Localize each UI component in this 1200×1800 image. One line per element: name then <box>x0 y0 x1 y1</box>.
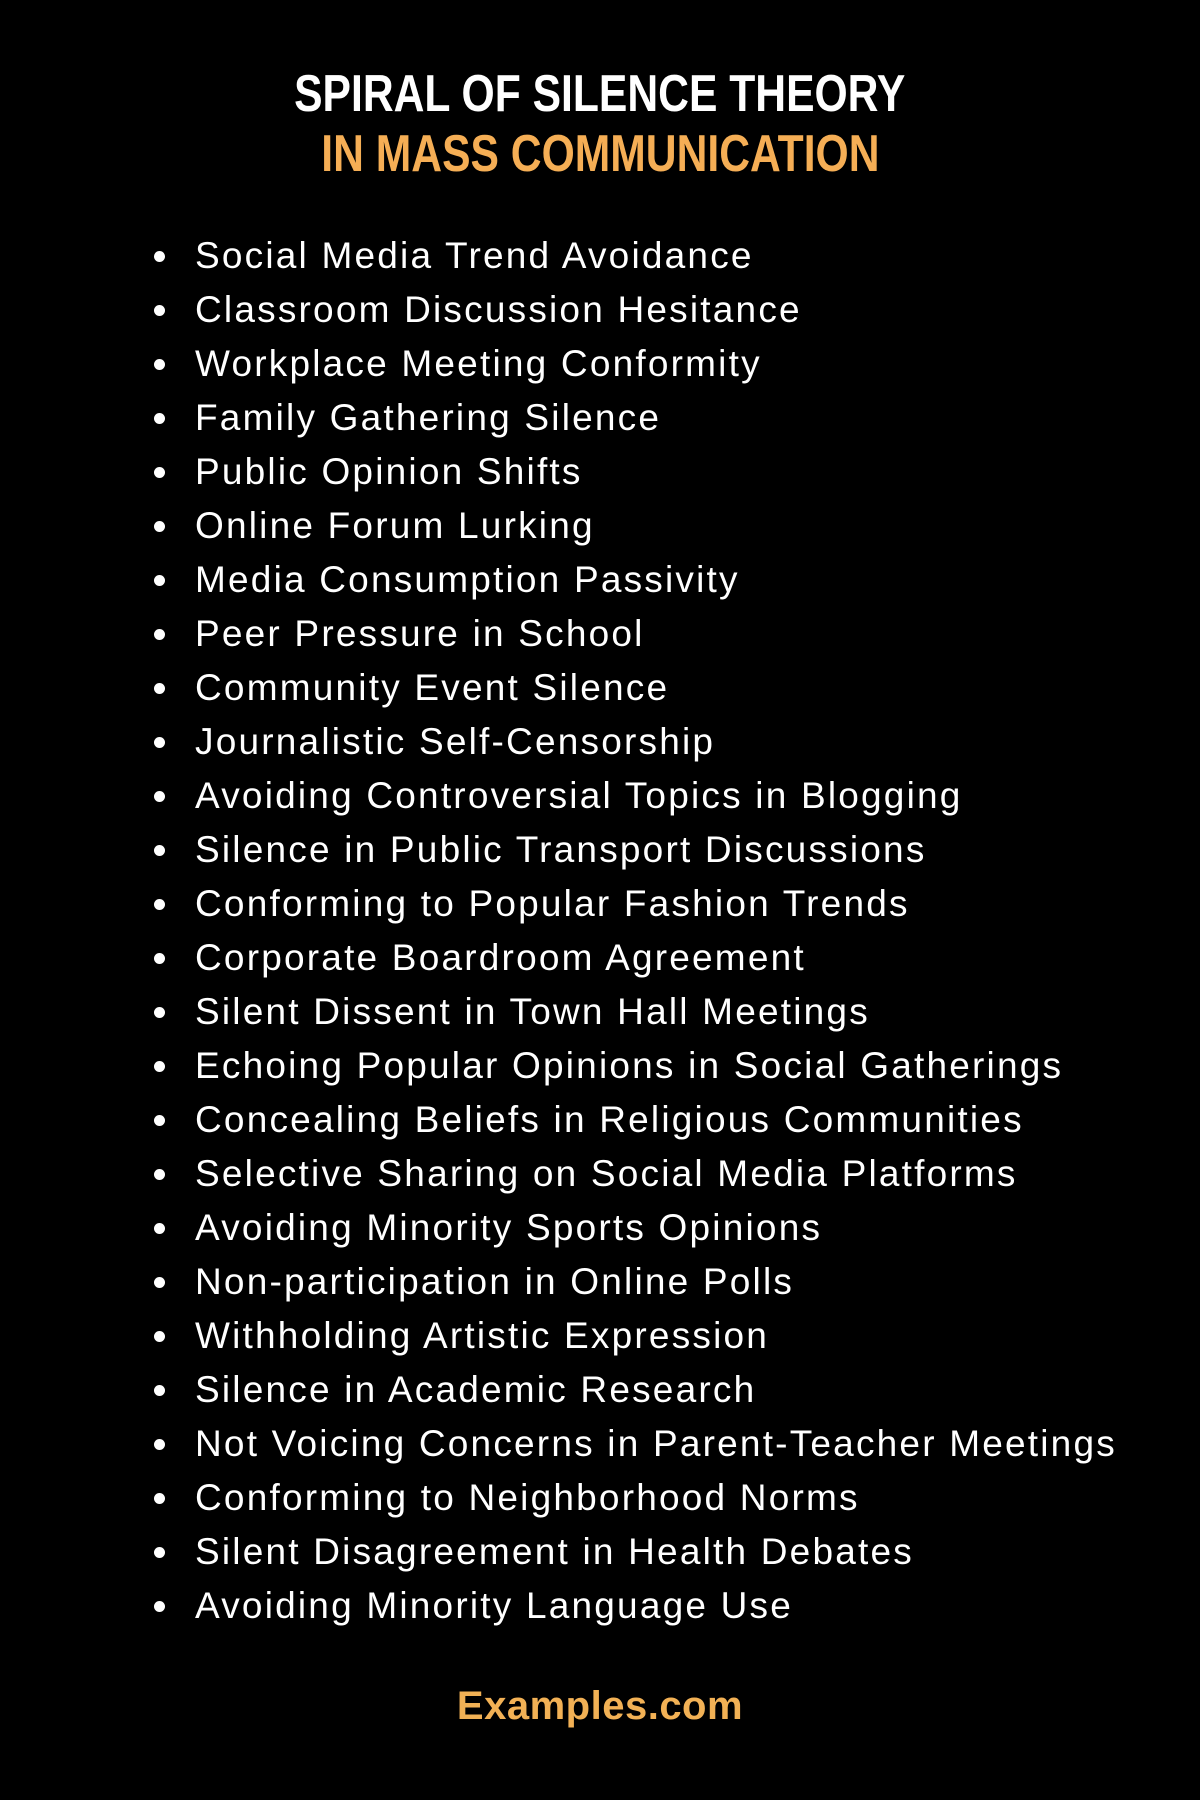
bullet-icon <box>154 629 165 640</box>
bullet-icon <box>154 791 165 802</box>
list-item <box>154 1525 1117 1579</box>
list-item-text: Peer Pressure in School <box>195 613 645 654</box>
list-item-text: Family Gathering Silence <box>195 397 662 438</box>
bullet-icon <box>154 1385 165 1396</box>
title-line-1-text: SPIRAL OF SILENCE THEORY <box>294 65 906 123</box>
list-item <box>154 1255 1117 1309</box>
list-item <box>154 283 1117 337</box>
bullet-icon <box>154 521 165 532</box>
list-item-text: Silent Dissent in Town Hall Meetings <box>195 991 870 1032</box>
bullet-icon <box>154 1547 165 1558</box>
list-item-text: Conforming to Neighborhood Norms <box>195 1477 860 1518</box>
list-item-text: Silence in Academic Research <box>195 1369 757 1410</box>
title-line-2-text: IN MASS COMMUNICATION <box>320 125 880 183</box>
list-item <box>154 1201 1117 1255</box>
list-item <box>154 1417 1117 1471</box>
bullet-icon <box>154 1007 165 1018</box>
examples-list <box>154 229 1117 1633</box>
page-title <box>0 64 1200 184</box>
list-item <box>154 391 1117 445</box>
list-item-text: Avoiding Controversial Topics in Blogging <box>195 775 963 816</box>
list-item <box>154 1363 1117 1417</box>
list-item-text: Corporate Boardroom Agreement <box>195 937 806 978</box>
bullet-icon <box>154 305 165 316</box>
bullet-icon <box>154 467 165 478</box>
list-item <box>154 1147 1117 1201</box>
list-item-text: Conforming to Popular Fashion Trends <box>195 883 910 924</box>
bullet-icon <box>154 683 165 694</box>
list-item <box>154 1471 1117 1525</box>
list-item-text: Online Forum Lurking <box>195 505 595 546</box>
bullet-icon <box>154 1277 165 1288</box>
list-item-text: Concealing Beliefs in Religious Communities <box>195 1099 1024 1140</box>
list-item-text: Silence in Public Transport Discussions <box>195 829 927 870</box>
bullet-icon <box>154 1223 165 1234</box>
title-line-2 <box>0 124 1200 184</box>
bullet-icon <box>154 845 165 856</box>
bullet-icon <box>154 251 165 262</box>
list-item <box>154 931 1117 985</box>
list-item <box>154 985 1117 1039</box>
list-item <box>154 1309 1117 1363</box>
bullet-icon <box>154 575 165 586</box>
bullet-icon <box>154 737 165 748</box>
list-item-text: Classroom Discussion Hesitance <box>195 289 802 330</box>
list-item-text: Echoing Popular Opinions in Social Gatherings <box>195 1045 1064 1086</box>
list-item <box>154 1093 1117 1147</box>
bullet-icon <box>154 1061 165 1072</box>
bullet-icon <box>154 953 165 964</box>
bullet-icon <box>154 1601 165 1612</box>
list-item <box>154 769 1117 823</box>
list-item-text: Withholding Artistic Expression <box>195 1315 770 1356</box>
list-item <box>154 499 1117 553</box>
list-item-text: Journalistic Self-Censorship <box>195 721 716 762</box>
list-item-text: Media Consumption Passivity <box>195 559 740 600</box>
list-item-text: Public Opinion Shifts <box>195 451 583 492</box>
list-item <box>154 1039 1117 1093</box>
list-item <box>154 229 1117 283</box>
bullet-icon <box>154 1493 165 1504</box>
bullet-icon <box>154 1169 165 1180</box>
list-item <box>154 877 1117 931</box>
bullet-icon <box>154 899 165 910</box>
bullet-icon <box>154 413 165 424</box>
list-item-text: Workplace Meeting Conformity <box>195 343 762 384</box>
title-line-1 <box>0 64 1200 124</box>
list-item <box>154 445 1117 499</box>
list-item <box>154 823 1117 877</box>
list-item <box>154 607 1117 661</box>
list-item-text: Social Media Trend Avoidance <box>195 235 754 276</box>
list-item-text: Non-participation in Online Polls <box>195 1261 795 1302</box>
bullet-icon <box>154 1439 165 1450</box>
bullet-icon <box>154 1115 165 1126</box>
brand-footer: Examples.com <box>456 1684 744 1728</box>
bullet-icon <box>154 1331 165 1342</box>
list-item-text: Avoiding Minority Sports Opinions <box>195 1207 823 1248</box>
list-item-text: Avoiding Minority Language Use <box>195 1585 794 1626</box>
list-item-text: Silent Disagreement in Health Debates <box>195 1531 914 1572</box>
list-item-text: Selective Sharing on Social Media Platforms <box>195 1153 1018 1194</box>
bullet-icon <box>154 359 165 370</box>
list-item <box>154 1579 1117 1633</box>
list-item-text: Community Event Silence <box>195 667 670 708</box>
list-item <box>154 715 1117 769</box>
list-item <box>154 337 1117 391</box>
list-item <box>154 661 1117 715</box>
list-item-text: Not Voicing Concerns in Parent-Teacher Meetings <box>195 1423 1117 1464</box>
list-item <box>154 553 1117 607</box>
